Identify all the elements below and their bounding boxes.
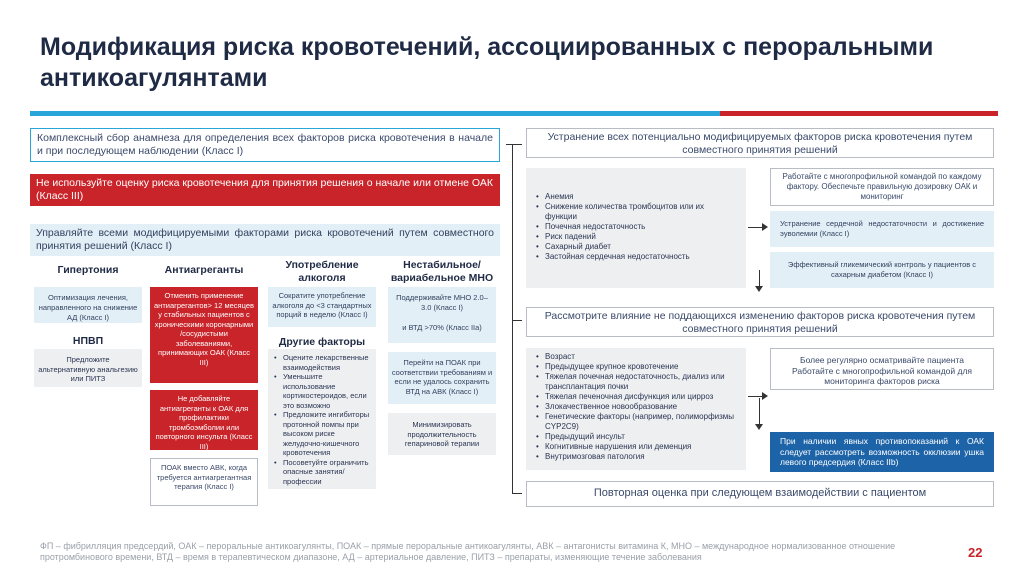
modifiable-factor-item: • Почечная недостаточность	[536, 222, 738, 232]
antiplatelets-box-stop: Отменить применение антиагрегантов> 12 месяцев у стабильных пациентов с хроническими коронарными /сосудистыми заболеваниями, принимающих ОАК (Класс III)	[150, 287, 258, 383]
nsaid-box: Предложите альтернативную анальгезию или ПИТЗ	[34, 349, 142, 387]
header-alcohol: Употребление алкоголя	[285, 259, 359, 284]
modifiable-factors-box	[526, 168, 746, 288]
nonmodifiable-factor-item: • Злокачественное новообразование	[536, 402, 738, 412]
inr-ttr-line: и ВТД >70% (Класс IIa)	[402, 323, 482, 332]
arrow-line	[759, 398, 760, 426]
modifiable-factor-item: • Риск падений	[536, 232, 738, 242]
reassessment-box: Повторная оценка при следующем взаимодействии с пациентом	[526, 481, 994, 507]
modifiable-factors-list	[536, 192, 738, 262]
nonmodifiable-factor-item: • Тяжелая печеночная дисфункция или цирроз	[536, 392, 738, 402]
inr-box-target	[388, 287, 496, 343]
nonmodifiable-factor-item: • Предыдущее крупное кровотечение	[536, 362, 738, 372]
page-title: Модификация риска кровотечений, ассоциированных с пероральными антикоагулянтами	[40, 33, 934, 92]
other-factors-box	[268, 349, 376, 489]
nonmodifiable-factor-item: • Генетические факторы (например, полиморфизмы CYP2C9)	[536, 412, 738, 432]
left-box-manage-factors: Управляйте всеми модифицируемыми факторами риска кровотечений путем совместного принятия решений (Класс I)	[30, 224, 500, 256]
modifiable-factor-item: • Снижение количества тромбоцитов или их функции	[536, 202, 738, 222]
modifiable-factor-item: • Анемия	[536, 192, 738, 202]
nonmodifiable-factor-item: • Предыдущий инсульт	[536, 432, 738, 442]
nonmodifiable-factor-item: • Когнитивные нарушения или деменция	[536, 442, 738, 452]
page-number: 22	[968, 545, 983, 560]
left-box-anamnesis: Комплексный сбор анамнеза для определения всех факторов риска кровотечения в начале и при последующем наблюдении (Класс I)	[30, 128, 500, 162]
header-inr: Нестабильное/ вариабельное МНО	[390, 259, 494, 284]
inr-box-switch: Перейти на ПОАК при соответствии требованиям и если не удалось сохранить ВТД на АВК (Класс I)	[388, 352, 496, 404]
other-factor-item: • Уменьшите использование кортикостероидов, если это возможно	[274, 372, 371, 410]
header-other-factors: Другие факторы	[278, 336, 366, 348]
nonmodifiable-factors-list	[536, 352, 738, 462]
antiplatelets-box-no-add: Не добавляйте антиагреганты к ОАК для профилактики тромбоэмболии или повторного инсульта (Класс III)	[150, 390, 258, 450]
nonmodifiable-factor-item: • Тяжелая почечная недостаточность, диализ или трансплантация почки	[536, 372, 738, 392]
right-header-nonmodifiable: Рассмотрите влияние не поддающихся изменению факторов риска кровотечения путем совместного принятия решений	[526, 307, 994, 337]
connector-bracket	[512, 320, 522, 321]
arrow-down-icon	[755, 286, 763, 292]
connector-bracket	[512, 144, 513, 494]
advice-laao-box: При наличии явных противопоказаний к ОАК следует рассмотреть возможность окклюзии ушка левого предсердия (Класс IIb)	[770, 432, 994, 472]
inr-target-line: Поддерживайте МНО 2.0–3.0 (Класс I)	[396, 293, 488, 312]
other-factor-item: • Оцените лекарственные взаимодействия	[274, 353, 371, 372]
header-antiplatelets: Антиагреганты	[164, 264, 244, 276]
arrow-right-icon	[762, 392, 768, 400]
modifiable-factor-item: • Сахарный диабет	[536, 242, 738, 252]
advice-team-box: Работайте с многопрофильной командой по каждому фактору. Обеспечьте правильную дозировку ОАК и мониторинг	[770, 168, 994, 206]
left-box-no-score: Не используйте оценку риска кровотечения для принятия решения о начале или отмене ОАК (Класс III)	[30, 174, 500, 206]
title-stripe-red	[720, 111, 998, 116]
advice-heart-failure-box: Устранение сердечной недостаточности и достижение эуволемии (Класс I)	[770, 211, 994, 247]
nonmodifiable-factors-box	[526, 348, 746, 470]
arrow-down-icon	[755, 424, 763, 430]
advice-monitoring-box: Более регулярно осматривайте пациента Работайте с многопрофильной командой для мониторинга факторов риска	[770, 348, 994, 390]
other-factor-item: • Предложите ингибиторы протонной помпы при высоком риске желудочно-кишечного кровотечения	[274, 410, 371, 458]
alcohol-box: Сократите употребление алкоголя до <3 стандартных порций в неделю (Класс I)	[268, 287, 376, 327]
right-header-modifiable: Устранение всех потенциально модифицируемых факторов риска кровотечения путем совместного принятия решений	[526, 128, 994, 158]
modifiable-factor-item: • Застойная сердечная недостаточность	[536, 252, 738, 262]
connector-bracket	[512, 493, 522, 494]
other-factor-item: • Посоветуйте ограничить опасные занятия/профессии	[274, 458, 371, 487]
header-nsaid: НПВП	[72, 335, 104, 347]
arrow-right-icon	[762, 223, 768, 231]
other-factors-list	[274, 353, 371, 486]
title-stripe-blue	[30, 111, 720, 116]
footnote: ФП – фибрилляция предсердий, ОАК – пероральные антикоагулянты, ПОАК – прямые пероральные антикоагулянты, АВК – антагонисты витамина К, МНО – международное нормализованное отношение протромбинового времени, ВТД – время в терапевтическом диапазоне, АД – артериальное давление, ПИТЗ – препараты, изменяющие течение заболевания	[40, 541, 896, 562]
hypertension-box: Оптимизация лечения, направленного на снижение АД (Класс I)	[34, 287, 142, 323]
connector-bracket	[512, 144, 522, 145]
header-hypertension: Гипертония	[57, 264, 119, 276]
nonmodifiable-factor-item: • Внутримозговая патология	[536, 452, 738, 462]
inr-box-heparin: Минимизировать продолжительность гепариновой терапии	[388, 413, 496, 455]
antiplatelets-box-doac: ПОАК вместо АВК, когда требуется антиагрегантная терапия (Класс I)	[150, 458, 258, 506]
nonmodifiable-factor-item: • Возраст	[536, 352, 738, 362]
advice-glycemic-box: Эффективный гликемический контроль у пациентов с сахарным диабетом (Класс I)	[770, 252, 994, 288]
